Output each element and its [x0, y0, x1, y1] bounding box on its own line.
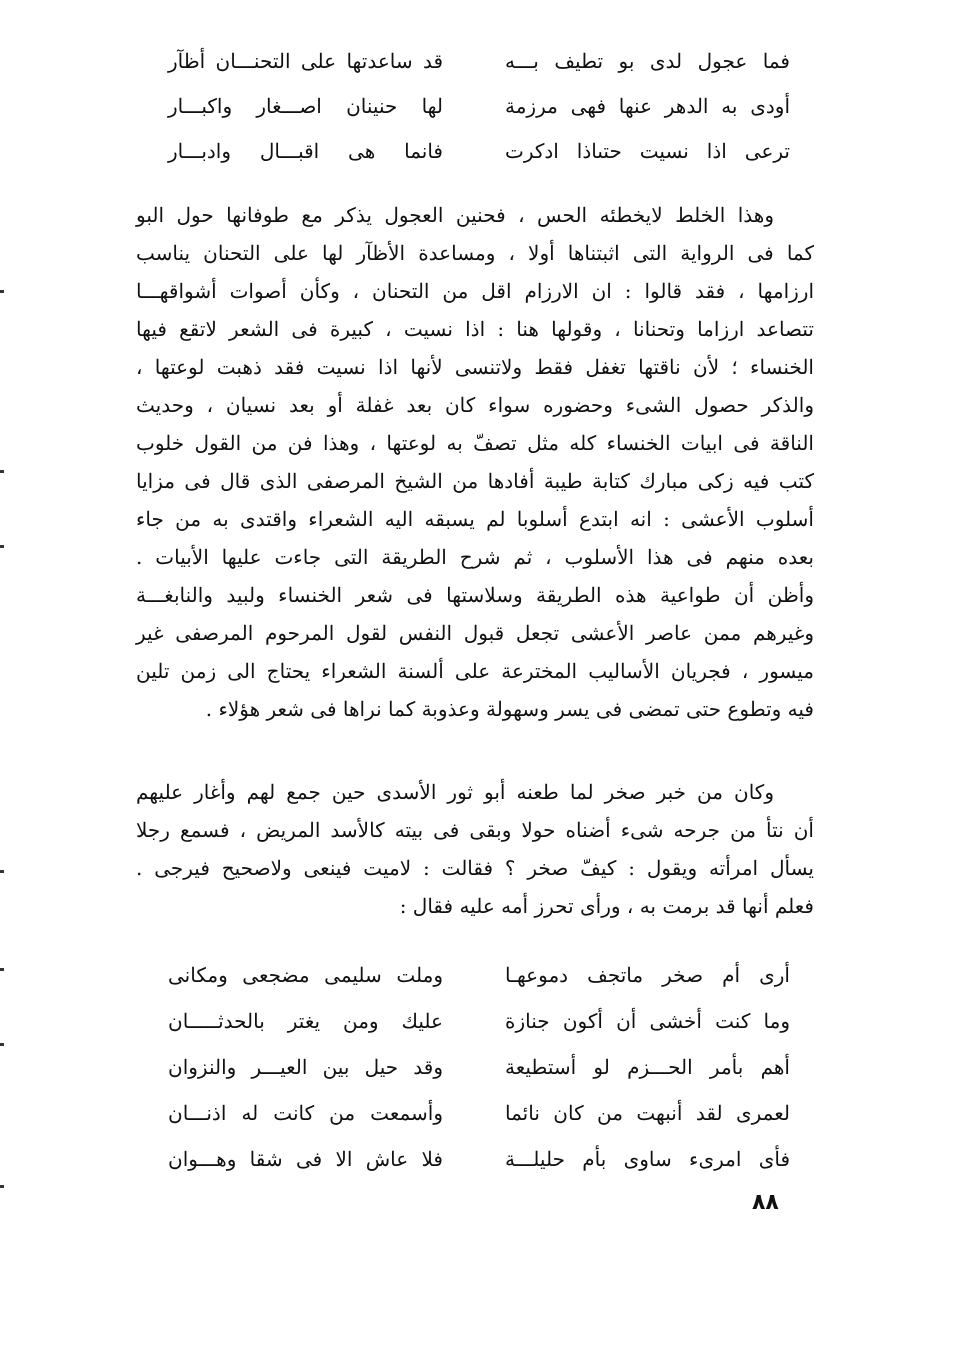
scan-edge-mark: [0, 290, 4, 293]
verse-line: [140, 38, 800, 83]
paragraph-line: أن نتأ من جرحه شىء أضناه حولا وبقى فى بيته كالأسد المريض ، فسمع رجلا: [136, 818, 814, 842]
paragraph-line: تتصاعد ارزاما وتحنانا ، وقولها هنا : اذا نسيت ، كبيرة فى الشعر لاتقع فيها: [136, 317, 814, 341]
verse-second-hemistich: قد ساعدتها على التحنـــان أظآر: [168, 48, 443, 73]
scan-edge-mark: [0, 1185, 4, 1188]
paragraph-line: وكان من خبر صخر لما طعنه أبو ثور الأسدى حين جمع لهم وأغار عليهم: [136, 780, 774, 804]
verse-second-hemistich: لها حنينان اصـــغار واكبـــار: [168, 93, 443, 118]
paragraph-line: الناقة فى ابيات الخنساء كله مثل تصفّ به لوعتها ، وهذا فن من القول خلوب: [136, 431, 814, 455]
verse-first-hemistich: أهم بأمر الحـــزم لو أستطيعة: [505, 1055, 790, 1079]
verse-second-hemistich: وقد حيل بين العيـــر والنزوان: [168, 1055, 443, 1079]
verse-second-hemistich: وملت سليمى مضجعى ومكانى: [168, 963, 443, 987]
paragraph-line: والذكر حصول الشىء وحضوره سواء كان بعد غفلة أو بعد نسيان ، وحديث: [136, 393, 814, 417]
paragraph-line: كتب فيه زكى مبارك كتابة طيبة أفادها من الشيخ المرصفى الذى قال فى مزايا: [136, 469, 814, 493]
verse-first-hemistich: أودى به الدهر عنها فهى مرزمة: [505, 93, 790, 118]
scan-edge-mark: [0, 545, 4, 548]
paragraph-line: فيه وتطوع حتى تمضى فى يسر وسهولة وعذوبة كما نراها فى شعر هؤلاء .: [205, 697, 814, 721]
verse-first-hemistich: فما عجول لدى بو تطيف بـــه: [505, 48, 790, 73]
verse-second-hemistich: عليك ومن يغتر بالحدثـــــان: [168, 1009, 443, 1033]
scan-edge-mark: [0, 870, 4, 873]
verse-first-hemistich: لعمرى لقد أنبهت من كان نائما: [505, 1101, 790, 1125]
verse-line: [140, 1136, 800, 1182]
body-paragraph-1: [136, 196, 814, 728]
scan-edge-mark: [0, 968, 4, 971]
paragraph-line: الخنساء ؛ لأن ناقتها تغفل فقط ولاتنسى لأنها اذا نسيت فقد ذهبت لوعتها ،: [136, 355, 814, 379]
paragraph-line: كما فى الرواية التى اثبتناها أولا ، ومساعدة الأظآر لها على التحنان يناسب: [136, 241, 814, 265]
paragraph-line: فعلم أنها قد برمت به ، ورأى تحرز أمه عليه فقال :: [399, 894, 814, 918]
verse-line: [140, 1090, 800, 1136]
verse-line: [140, 83, 800, 128]
verse-line: [140, 128, 800, 173]
verse-line: [140, 1044, 800, 1090]
paragraph-line: وهذا الخلط لايخطئه الحس ، فحنين العجول يذكر مع طوفانها حول البو: [136, 203, 774, 227]
body-paragraph-2: [136, 773, 814, 925]
verse-line: [140, 998, 800, 1044]
verse-line: [140, 952, 800, 998]
verse-first-hemistich: فأى امرىء ساوى بأم حليلـــة: [505, 1147, 790, 1171]
paragraph-line: يسأل امرأته ويقول : كيفّ صخر ؟ فقالت : لاميت فينعى ولاصحيح فيرجى .: [136, 856, 814, 880]
page-number: ٨٨: [752, 1190, 779, 1215]
verse-second-hemistich: فلا عاش الا فى شقا وهـــوان: [168, 1147, 443, 1171]
verse-second-hemistich: فانما هى اقبـــال وادبـــار: [168, 138, 443, 163]
scan-edge-mark: [0, 470, 4, 473]
verse-second-hemistich: وأسمعت من كانت له اذنـــان: [168, 1101, 443, 1125]
paragraph-line: أسلوب الأعشى : انه ابتدع أسلوبا لم يسبقه اليه الشعراء واقتدى به من جاء: [136, 507, 814, 531]
top-verse-block: [140, 38, 800, 173]
paragraph-line: وغيرهم ممن عاصر الأعشى تجعل قبول النفس لقول المرحوم المرصفى غير: [136, 621, 814, 645]
paragraph-line: ارزامها ، فقد قالوا : ان الارزام اقل من التحنان ، وكأن أصوات أشواقهـــا: [136, 279, 814, 303]
paragraph-line: بعده منهم فى هذا الأسلوب ، ثم شرح الطريقة التى جاءت عليها الأبيات .: [136, 545, 814, 569]
paragraph-line: وأظن أن طواعية هذه الطريقة وسلاستها فى شعر الخنساء ولبيد والنابغـــة: [136, 583, 814, 607]
verse-first-hemistich: أرى أم صخر ماتجف دموعهـا: [505, 963, 790, 987]
verse-first-hemistich: ترعى اذا نسيت حتىاذا ادكرت: [505, 138, 790, 163]
verse-first-hemistich: وما كنت أخشى أن أكون جنازة: [505, 1009, 790, 1033]
bottom-verse-block: [140, 952, 800, 1182]
paragraph-line: ميسور ، فجريان الأساليب المخترعة على ألسنة الشعراء يحتاج الى زمن تلين: [136, 659, 814, 683]
scan-edge-mark: [0, 1043, 4, 1046]
